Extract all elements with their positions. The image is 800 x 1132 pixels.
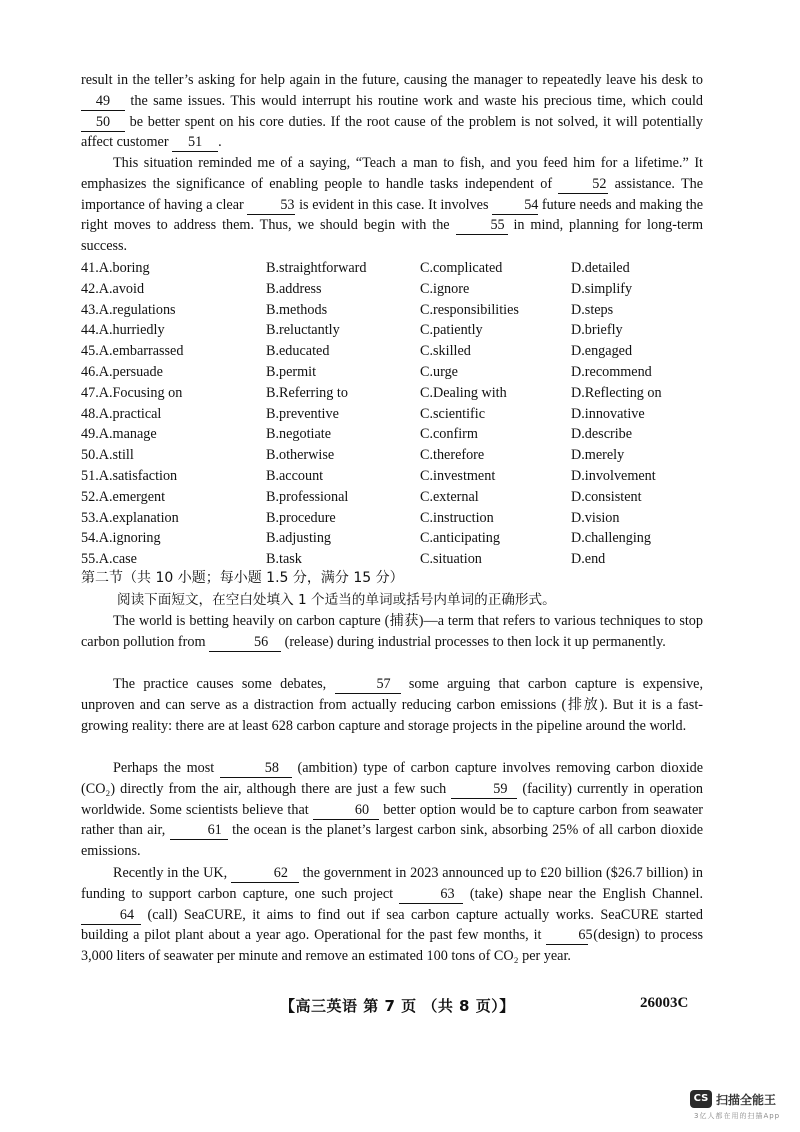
- option-choice: B.procedure: [266, 509, 336, 526]
- blank-60: 60: [313, 802, 379, 820]
- option-choice: D.consistent: [571, 488, 642, 505]
- option-choice: B.address: [266, 280, 322, 297]
- option-choice: 42.A.avoid: [81, 280, 145, 297]
- watermark-name: 扫描全能王: [716, 1093, 777, 1107]
- option-row: [81, 279, 721, 300]
- option-row: [81, 466, 721, 487]
- option-choice: 46.A.persuade: [81, 363, 163, 380]
- option-choice: D.briefly: [571, 322, 623, 339]
- blank-65: 65: [546, 927, 588, 945]
- options-list: [81, 258, 721, 570]
- scanner-watermark: [690, 1090, 795, 1122]
- option-choice: C.external: [420, 488, 479, 505]
- option-choice: D.steps: [571, 301, 614, 318]
- option-choice: D.simplify: [571, 280, 633, 297]
- blank-53: 53: [247, 197, 295, 215]
- passage1-paragraph-2: This situation reminded me of a saying, “Teach a man to fish, and you feed him for a lifetime.” It emphasizes the significance of enabling people to handle tasks independent of 52 assistance. The importance of having a clear 53 is evident in this case. It involves 54 future needs and making the right moves to address them. Thus, we should begin with the 55 in mind, planning for long-term success.: [81, 155, 704, 255]
- blank-62: 62: [231, 865, 299, 883]
- blank-52: 52: [558, 176, 608, 194]
- blank-58: 58: [220, 760, 292, 778]
- option-choice: C.anticipating: [420, 530, 500, 547]
- passage2-paragraph-1: The world is betting heavily on carbon capture (捕获)—a term that refers to various techniques to stop carbon pollution from 56 (release) during industrial processes to then lock it up permanently.: [81, 613, 703, 650]
- option-choice: D.challenging: [571, 530, 651, 547]
- option-choice: C.confirm: [420, 426, 478, 443]
- option-choice: B.professional: [266, 488, 349, 505]
- camscanner-logo-icon: CS: [690, 1090, 712, 1108]
- blank-64: 64: [81, 907, 141, 925]
- passage2-paragraph-3: Perhaps the most 58 (ambition) type of carbon capture involves removing carbon dioxide (CO₂) directly from the air, although there are just a few such 59 (facility) currently in operation worldwide. Some scientists believe that 60 better option would be to capture carbon from seawater rather than air, 61 the ocean is the planet’s largest carbon sink, absorbing 25% of all carbon dioxide emissions.: [81, 760, 704, 860]
- option-row: [81, 362, 721, 383]
- option-choice: B.straightforward: [266, 260, 367, 276]
- option-choice: B.adjusting: [266, 530, 332, 547]
- option-choice: B.otherwise: [266, 447, 335, 464]
- option-choice: B.preventive: [266, 405, 339, 422]
- option-choice: B.reluctantly: [266, 322, 340, 339]
- passage2-paragraph-4: Recently in the UK, 62 the government in 2023 announced up to £20 billion ($26.7 billion) in funding to support carbon capture, one such project 63 (take) shape near the English Channel. 64 (call) SeaCURE, it aims to find out if sea carbon capture actually works. SeaCURE started building a pilot plant about a year ago. Operational for the past few months, it 65 (design) to process 3,000 liters of seawater per minute and remove an estimated 100 tons of CO₂ per year.: [81, 865, 704, 965]
- blank-55: 55: [456, 217, 508, 235]
- option-choice: B.permit: [266, 363, 317, 380]
- option-choice: D.recommend: [571, 363, 652, 380]
- option-choice: B.account: [266, 467, 324, 484]
- option-choice: 52.A.emergent: [81, 488, 166, 505]
- exam-code: 26003C: [640, 995, 689, 1011]
- option-choice: 54.A.ignoring: [81, 530, 161, 547]
- option-choice: 43.A.regulations: [81, 301, 176, 318]
- option-row: [81, 258, 721, 279]
- option-row: [81, 404, 721, 425]
- page-footer: 【高三英语 第 7 页 （共 8 页）】: [280, 997, 515, 1015]
- section-instruction: 阅读下面短文，在空白处填入 1 个适当的单词或括号内单词的正确形式。: [117, 592, 556, 608]
- option-choice: C.urge: [420, 363, 458, 380]
- option-choice: D.innovative: [571, 405, 645, 422]
- option-choice: D.describe: [571, 426, 633, 443]
- blank-54: 54: [492, 197, 538, 215]
- option-choice: 49.A.manage: [81, 426, 157, 443]
- option-row: [81, 300, 721, 321]
- watermark-tagline: 3亿人都在用的扫描App: [694, 1112, 781, 1120]
- option-choice: D.vision: [571, 509, 620, 526]
- section-heading: 第二节（共 10 小题；每小题 1.5 分，满分 15 分）: [81, 570, 404, 586]
- option-choice: D.engaged: [571, 343, 633, 360]
- option-choice: C.patiently: [420, 322, 483, 339]
- option-choice: 41.A.boring: [81, 260, 150, 276]
- option-choice: C.Dealing with: [420, 384, 507, 401]
- blank-56: 56: [209, 634, 281, 652]
- option-row: [81, 487, 721, 508]
- option-choice: C.skilled: [420, 343, 471, 360]
- option-choice: C.complicated: [420, 260, 503, 276]
- option-choice: 55.A.case: [81, 551, 137, 568]
- option-choice: B.Referring to: [266, 384, 348, 401]
- option-choice: C.investment: [420, 467, 496, 484]
- option-choice: 45.A.embarrassed: [81, 343, 184, 360]
- blank-59: 59: [451, 781, 517, 799]
- option-choice: B.task: [266, 551, 302, 568]
- blank-57: 57: [335, 676, 401, 694]
- blank-49: 49: [81, 93, 125, 111]
- blank-61: 61: [170, 822, 228, 840]
- passage2-paragraph-2: The practice causes some debates, 57 some arguing that carbon capture is expensive, unproven and can serve as a distraction from actually reducing carbon emissions (排放). But it is a fast-growing reality: there are at least 628 carbon capture and storage projects in the pipeline around the world.: [81, 676, 704, 734]
- option-choice: C.ignore: [420, 280, 470, 297]
- option-row: [81, 383, 721, 404]
- option-row: [81, 508, 721, 529]
- option-choice: C.scientific: [420, 405, 486, 422]
- option-row: [81, 549, 721, 570]
- option-choice: D.detailed: [571, 260, 630, 276]
- option-choice: 51.A.satisfaction: [81, 467, 178, 484]
- option-choice: C.responsibilities: [420, 301, 519, 318]
- option-choice: D.end: [571, 551, 606, 568]
- option-choice: B.educated: [266, 343, 330, 360]
- option-choice: 44.A.hurriedly: [81, 322, 165, 339]
- blank-63: 63: [399, 886, 463, 904]
- option-choice: B.methods: [266, 301, 328, 318]
- option-row: [81, 424, 721, 445]
- blank-51: 51: [172, 134, 218, 152]
- option-row: [81, 341, 721, 362]
- option-choice: 53.A.explanation: [81, 509, 179, 526]
- option-choice: 47.A.Focusing on: [81, 384, 183, 401]
- option-choice: C.therefore: [420, 447, 485, 464]
- blank-50: 50: [81, 114, 125, 132]
- option-choice: 48.A.practical: [81, 405, 162, 422]
- option-choice: B.negotiate: [266, 426, 332, 443]
- option-choice: D.involvement: [571, 467, 656, 484]
- option-row: [81, 528, 721, 549]
- option-choice: 50.A.still: [81, 447, 134, 464]
- option-choice: D.merely: [571, 447, 625, 464]
- option-choice: C.instruction: [420, 509, 494, 526]
- option-row: [81, 320, 721, 341]
- passage1-paragraph-1: result in the teller’s asking for help again in the future, causing the manager to repeatedly leave his desk to 49 the same issues. This would interrupt his routine work and waste his precious time, which could 50 be better spent on his core duties. If the root cause of the problem is not solved, it will potentially affect customer 51 .: [81, 72, 704, 151]
- option-row: [81, 445, 721, 466]
- option-choice: C.situation: [420, 551, 482, 568]
- option-choice: D.Reflecting on: [571, 384, 662, 401]
